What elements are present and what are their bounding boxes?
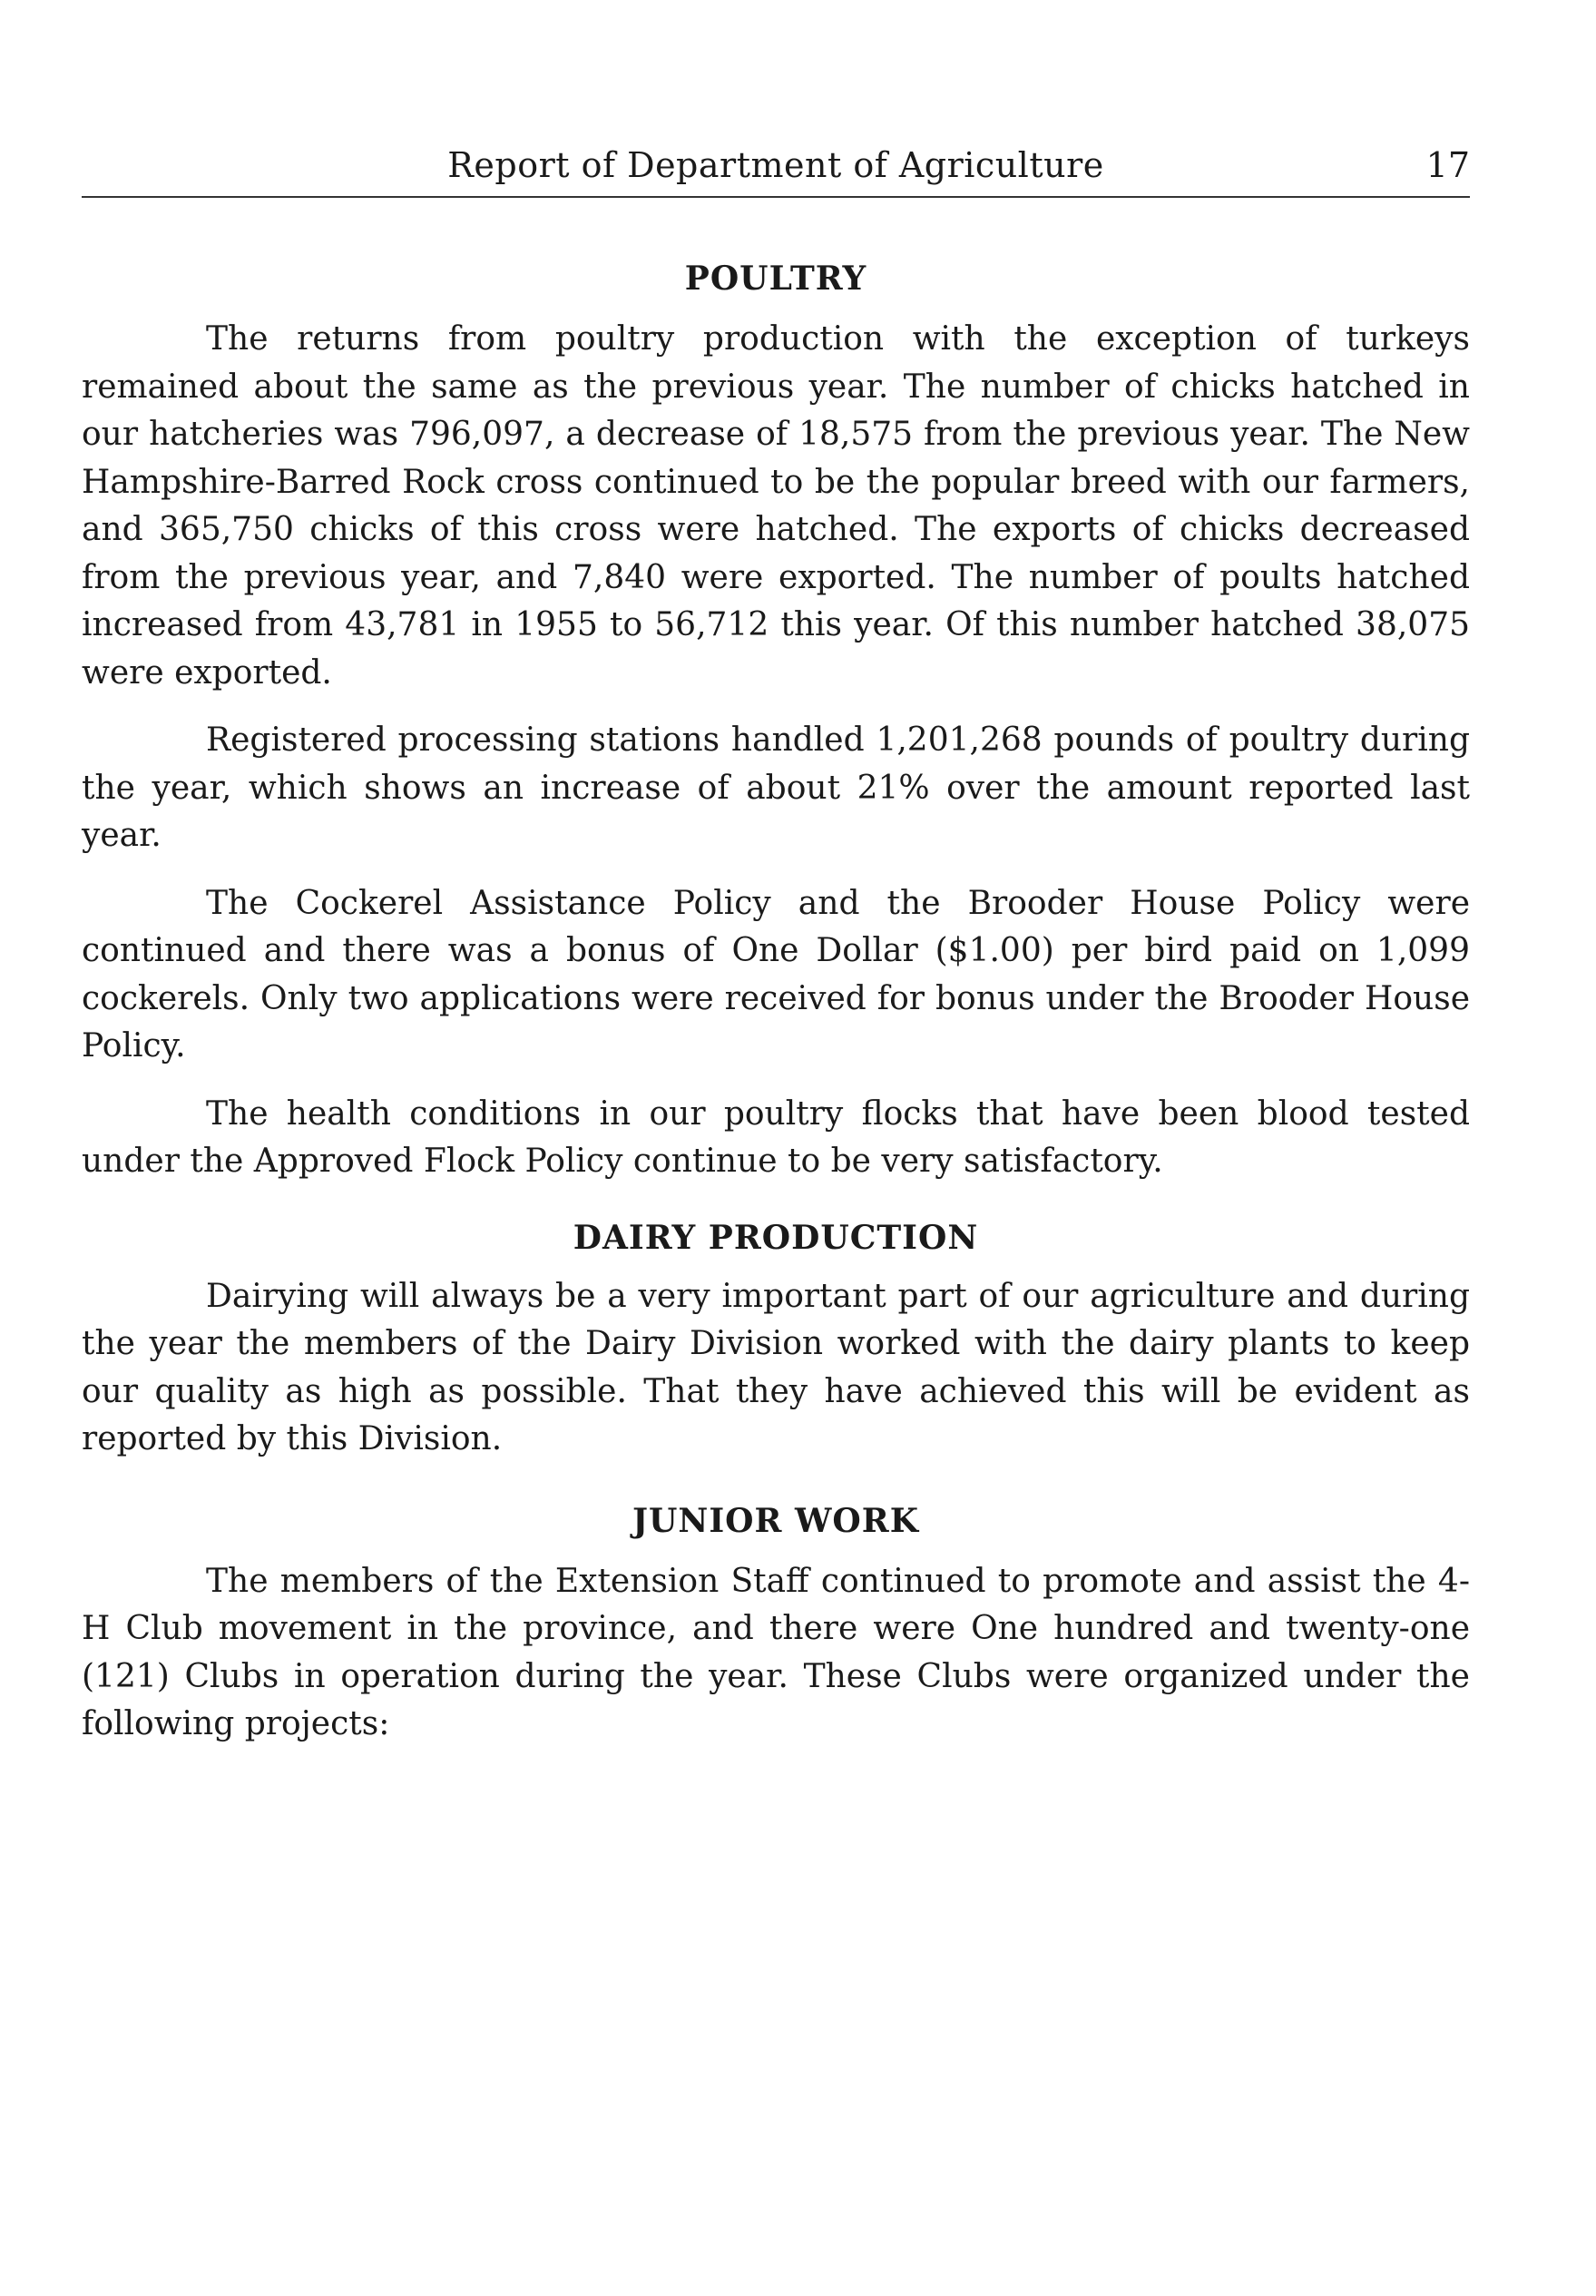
section-heading-junior-work: JUNIOR WORK <box>632 1501 919 1540</box>
paragraph-poultry-production: The returns from poultry production with the exception of turkeys remained about the same as the previous year. The number of chicks hatched in our hatcheries was 796,097, a decrease of 18,575 from the previous year. The New Hampshire-Barred Rock cross continued to be the popular breed with our farmers, and 365,750 chicks of this cross were hatched. The exports of chicks decreased from the previous year, and 7,840 were exported. The number of poults hatched increased from 43,781 in 1955 to 56,712 this year. Of this number hatched 38,075 were exported. <box>82 320 1470 692</box>
paragraph-4h-clubs: The members of the Extension Staff continued to promote and assist the 4-H Club movement in the province, and there were One hundred and twenty-one (121) Clubs in operation during the year. These Clubs were organized under the following projects: <box>82 1562 1470 1742</box>
document-page <box>82 145 1470 1749</box>
paragraph-flock-health: The health conditions in our poultry flocks that have been blood tested under the Approved Flock Policy continue to be very satisfactory. <box>82 1094 1470 1180</box>
section-heading-dairy: DAIRY PRODUCTION <box>573 1218 979 1257</box>
paragraph-processing-stations: Registered processing stations handled 1,201,268 pounds of poultry during the year, which shows an increase of about 21% over the amount reported last year. <box>82 721 1470 854</box>
paragraph-dairying: Dairying will always be a very important part of our agriculture and during the year the members of the Dairy Division worked with the dairy plants to keep our quality as high as possible. That they have achieved this will be evident as reported by this Division. <box>82 1277 1470 1457</box>
section-heading-poultry: POULTRY <box>684 260 867 298</box>
paragraph-cockerel-policy: The Cockerel Assistance Policy and the Brooder House Policy were continued and there was a bonus of One Dollar ($1.00) per bird paid on 1,099 cockerels. Only two applications were received for bonus under the Brooder House Policy. <box>82 884 1470 1065</box>
running-title: Report of Department of Agriculture <box>447 145 1104 185</box>
page-number: 17 <box>1425 145 1470 185</box>
running-header <box>82 145 1470 198</box>
